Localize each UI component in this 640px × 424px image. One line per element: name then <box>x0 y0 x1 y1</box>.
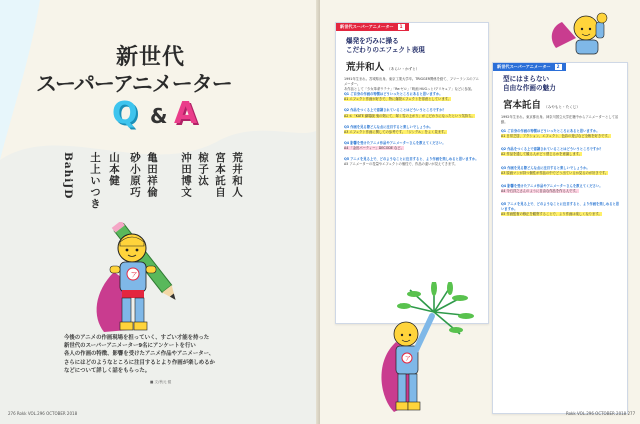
answer-highlight: A1 エフェクト作画が好きで、特に爆発エフェクトを得意としています。 <box>344 97 451 102</box>
name-4: 沖田博文 <box>180 152 192 198</box>
name-7: 山本健 <box>108 152 120 187</box>
card-name-reading: （みやもと・たくじ） <box>544 105 580 109</box>
left-page <box>0 0 318 424</box>
intro-line: などについて詳しく話をもらった。 <box>64 367 151 374</box>
superhero-leaf-icon <box>360 282 480 422</box>
card-animator-2 <box>492 62 628 414</box>
card-name-text: 宮本託自 <box>503 100 542 111</box>
card-tag <box>493 63 566 71</box>
name-1: 荒井和人 <box>231 152 243 198</box>
answer-highlight: A3 エフェクト作画に関しての参考です。「ジンデル」をよく見ます。 <box>344 129 448 134</box>
answer-highlight: A4 「金田パーティー」DECODE など。 <box>344 145 404 150</box>
card-heading-line: こだわりのエフェクト表現 <box>346 45 425 54</box>
title-amp: & <box>150 104 168 128</box>
card-number-badge: 1 <box>399 24 403 29</box>
name-5: 亀田祥倫 <box>146 152 158 198</box>
question: Q1 ご自身の作画の特徴はどういったところにあると思いますか。 <box>344 92 443 97</box>
card-tag <box>336 23 409 31</box>
title-a: A <box>174 96 198 131</box>
name-3: 椋子汰 <box>197 152 209 187</box>
card-name <box>503 97 580 111</box>
question: Q5 アニメを見る上で、どのようなことに注目すると、より作画を楽しめると思いますか。 <box>501 201 620 212</box>
answer-highlight: A2 ①「KATE 劇場版 鬼の剣にて、翠く雪の上がり」がこだわりになったという気持ち。 <box>344 113 475 118</box>
question: Q4 影響を受けたアニメ作品やアニメーターさんを教えてください。 <box>501 183 603 188</box>
svg-text:ア: ア <box>404 355 411 363</box>
superhero-flying-icon <box>546 8 628 64</box>
question: Q1 ご自身の作画の特徴はどういったところにあると思いますか。 <box>501 129 600 134</box>
title-line-1: 新世代 <box>116 45 186 70</box>
answer-highlight: A2 作品を通して観る人がどう感じるかを意識します。 <box>501 152 582 157</box>
card-heading-line: 爆発を巧みに操る <box>346 37 399 45</box>
svg-text:ア: ア <box>130 271 138 279</box>
card-number-badge: 2 <box>556 64 560 69</box>
title-line-2: スーパーアニメーター <box>36 72 232 96</box>
card-body <box>501 115 621 405</box>
card-name-reading: （あらい・かずと） <box>387 67 420 71</box>
name-2: 宮本託自 <box>214 152 226 198</box>
intro-line: 各人の作画の特徴、影響を受けたアニメ作品やアニメーター、 <box>64 351 215 358</box>
card-heading <box>503 75 556 92</box>
card-name <box>346 59 419 73</box>
right-page <box>320 0 640 424</box>
body-line: 1991年生まれ。宮城県出身。東京工業大学卒。TRIGGER関係を経て、フリーランスのアニメーター。 <box>344 77 479 87</box>
folio-right: Rokk VOL.296 OCTOBER 2018 277 <box>566 411 636 416</box>
intro-line: さらにはどのようなところに注目するとより作画が楽しめるか <box>64 359 215 366</box>
answer-highlight: A5 作画監督の修正を観察することで、より作画は楽しくなります。 <box>501 212 602 217</box>
folio-left: 276 Rokk VOL.296 OCTOBER 2018 <box>8 411 78 416</box>
answer: A5 アニメーターの技量やエフェクトの個性で、作品の違いが見えてきます。 <box>344 162 458 167</box>
intro-text <box>64 334 215 375</box>
question: Q2 作品をつくる上で意識されていることはどういうところですか？ <box>501 147 603 152</box>
intro-line: 今後のアニメの作画現場を担っていく、すごい才能を持った <box>64 335 210 341</box>
name-6: 砂小原巧 <box>129 152 141 198</box>
question: Q4 影響を受けたアニメ作品やアニメーターさんを教えてください。 <box>344 140 446 145</box>
card-tag-label: 新世代スーパーアニメーター <box>497 64 551 69</box>
answer-highlight: A3 原画マンが持つ個性が作品の中でどう出ているか見るのが好きです。 <box>501 170 609 175</box>
superhero-pencil-icon <box>84 222 194 338</box>
card-heading-line: 自由な作画の魅力 <box>503 83 556 92</box>
card-heading <box>346 37 425 54</box>
question: Q3 作画を見る際どんな点に注目すると楽しいでしょうか。 <box>344 124 433 129</box>
card-heading-line: 型にはまらない <box>503 75 550 83</box>
name-8: 土上いつき <box>89 152 101 210</box>
card-animator-1 <box>335 22 489 324</box>
title-q: Q <box>112 96 138 131</box>
question: Q3 作画を見る際どんな点に注目すると楽しいでしょうか。 <box>501 165 590 170</box>
card-tag-label: 新世代スーパーアニメーター <box>340 24 394 29</box>
intro-line: 新世代のスーパーアニメーター9名にアンケートを行い <box>64 343 196 350</box>
card-name-text: 荒井和人 <box>346 62 385 73</box>
answer-highlight: A4 今石洋之さんのように自由な作品を作る人です。 <box>501 188 579 193</box>
question: Q2 作品をつくる上で意識されていることはどういうところですか？ <box>344 108 446 113</box>
body-line: あ作品として「少女革命ウテナ」「Re:ゼロ」「映画 HUGっと!プリキュア」などに参加。 <box>344 87 475 92</box>
card-body <box>344 77 480 317</box>
credit: ■ 文/秋元 健 <box>150 380 172 384</box>
answer-highlight: A1 日常芝居、アクション、エフェクト、色彩の遊びなど全般を好きです。 <box>501 134 611 139</box>
body-line: 1992年生まれ。東京都出身。神奈川国立大学在籍中からアニメーターとして活動。 <box>501 115 619 125</box>
name-9: BahiJD <box>62 152 74 200</box>
question: Q5 アニメを見る上で、どのようなことに注目すると、より作画を楽しめると思いますか。 <box>344 157 479 162</box>
